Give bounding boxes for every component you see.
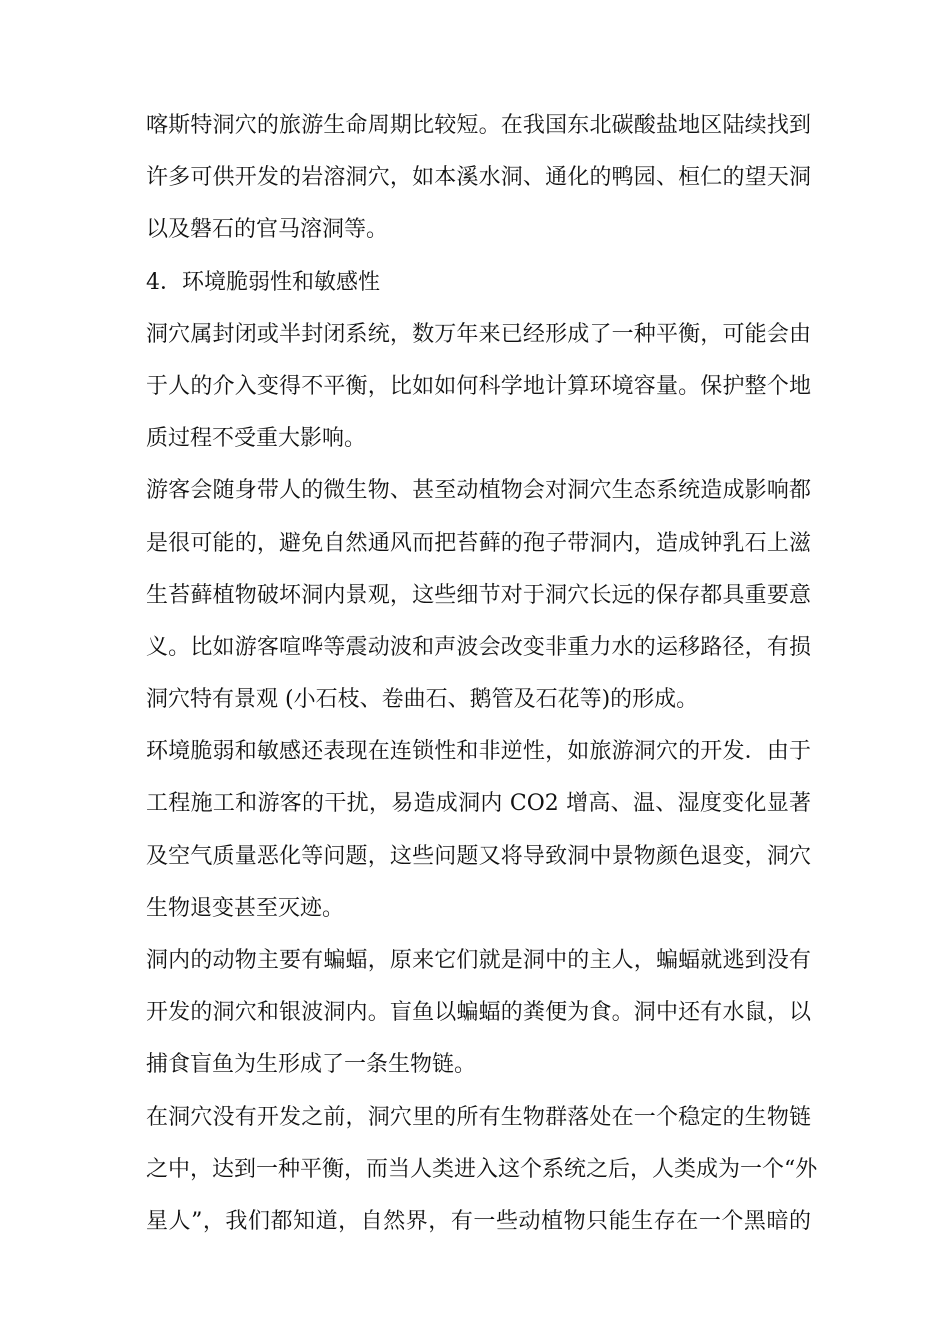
text-line: 洞穴属封闭或半封闭系统，数万年来已经形成了一种平衡，可能会由	[146, 321, 811, 347]
text-line: 开发的洞穴和银波洞内。盲鱼以蝙蝠的粪便为食。洞中还有水鼠，以	[146, 1000, 811, 1026]
text-line: 质过程不受重大影响。	[146, 426, 367, 452]
text-line: 是很可能的，避免自然通风而把苔藓的孢子带洞内，造成钟乳石上滋	[146, 530, 811, 556]
text-line: 生物退变甚至灭迹。	[146, 895, 345, 921]
text-line: 许多可供开发的岩溶洞穴，如本溪水洞、通化的鸭园、桓仁的望天洞	[146, 165, 811, 191]
text-line: 4．环境脆弱性和敏感性	[146, 269, 380, 295]
document-body	[146, 100, 818, 1248]
text-line: 环境脆弱和敏感还表现在连锁性和非逆性，如旅游洞穴的开发．由于	[146, 739, 811, 765]
text-line: 以及磐石的官马溶洞等。	[146, 217, 389, 243]
text-line: 洞内的动物主要有蝙蝠，原来它们就是洞中的主人，蝙蝠就逃到没有	[146, 948, 811, 973]
text-line: 及空气质量恶化等问题，这些问题又将导致洞中景物颜色退变，洞穴	[146, 843, 811, 869]
text-line: 喀斯特洞穴的旅游生命周期比较短。在我国东北碳酸盐地区陆续找到	[146, 113, 811, 138]
text-line: 游客会随身带人的微生物、甚至动植物会对洞穴生态系统造成影响都	[146, 478, 811, 504]
text-line: 生苔藓植物破坏洞内景观，这些细节对于洞穴长远的保存都具重要意	[146, 582, 811, 608]
text-line: 星人”，我们都知道，自然界，有一些动植物只能生存在一个黑暗的	[146, 1208, 811, 1234]
text-line: 义。比如游客喧哗等震动波和声波会改变非重力水的运移路径，有损	[146, 634, 811, 660]
text-line: 工程施工和游客的干扰，易造成洞内 CO2 增高、温、湿度变化显著	[146, 791, 811, 817]
text-line: 之中，达到一种平衡，而当人类进入这个系统之后，人类成为一个“外	[146, 1156, 818, 1182]
text-line: 洞穴特有景观 (小石枝、卷曲石、鹅管及石花等)的形成。	[146, 687, 699, 713]
text-line: 在洞穴没有开发之前，洞穴里的所有生物群落处在一个稳定的生物链	[146, 1104, 811, 1130]
text-line: 于人的介入变得不平衡，比如如何科学地计算环境容量。保护整个地	[146, 373, 811, 399]
text-line: 捕食盲鱼为生形成了一条生物链。	[146, 1052, 477, 1078]
